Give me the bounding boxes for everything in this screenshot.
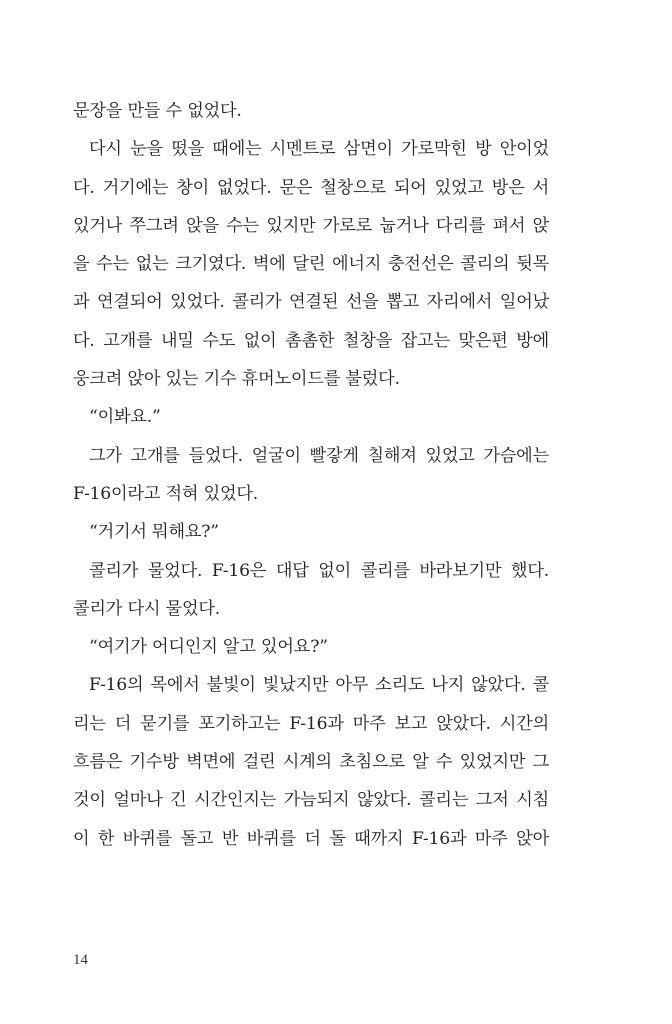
page-number: 14 <box>73 952 88 968</box>
text-line-8: 웅크려 앉아 있는 기수 휴머노이드를 불렀다. <box>73 369 400 390</box>
text-line-18: 흐름은 기수방 벽면에 걸린 시계의 초침으로 알 수 있었지만 그 <box>73 752 549 773</box>
text-line-19: 것이 얼마나 긴 시간인지는 가늠되지 않았다. 콜리는 그저 시침 <box>73 790 549 811</box>
dialogue-line-1: “이봐요.” <box>89 407 161 428</box>
text-line-7: 다. 고개를 내밀 수도 없이 촘촘한 철창을 잡고는 맞은편 방에 <box>73 330 549 351</box>
text-line-5: 을 수는 없는 크기였다. 벽에 달린 에너지 충전선은 콜리의 뒷목 <box>73 254 549 275</box>
text-line-13: 콜리가 물었다. F-16은 대답 없이 콜리를 바라보기만 했다. <box>89 560 549 581</box>
text-line-1: 문장을 만들 수 없었다. <box>73 101 242 121</box>
text-line-2: 다시 눈을 떴을 때에는 시멘트로 삼면이 가로막힌 방 안이었 <box>89 139 549 160</box>
text-line-4: 있거나 쭈그려 앉을 수는 있지만 가로로 눕거나 다리를 펴서 앉 <box>73 215 549 236</box>
text-line-20: 이 한 바퀴를 돌고 반 바퀴를 더 돌 때까지 F-16과 마주 앉아 <box>73 828 549 849</box>
text-line-11: F-16이라고 적혀 있었다. <box>73 483 259 504</box>
text-line-10: 그가 고개를 들었다. 얼굴이 빨갛게 칠해져 있었고 가슴에는 <box>89 445 549 466</box>
text-line-17: 리는 더 묻기를 포기하고는 F-16과 마주 보고 앉았다. 시간의 <box>73 713 549 734</box>
text-line-3: 다. 거기에는 창이 없었다. 문은 철창으로 되어 있었고 방은 서 <box>73 177 549 198</box>
dialogue-line-2: “거기서 뭐해요?” <box>89 522 219 543</box>
dialogue-line-3: “여기가 어디인지 알고 있어요?” <box>89 637 328 658</box>
text-line-16: F-16의 목에서 불빛이 빛났지만 아무 소리도 나지 않았다. 콜 <box>89 675 549 696</box>
text-line-14: 콜리가 다시 물었다. <box>73 598 221 619</box>
text-line-6: 과 연결되어 있었다. 콜리가 연결된 선을 뽑고 자리에서 일어났 <box>73 292 549 313</box>
book-page-body <box>73 92 549 858</box>
